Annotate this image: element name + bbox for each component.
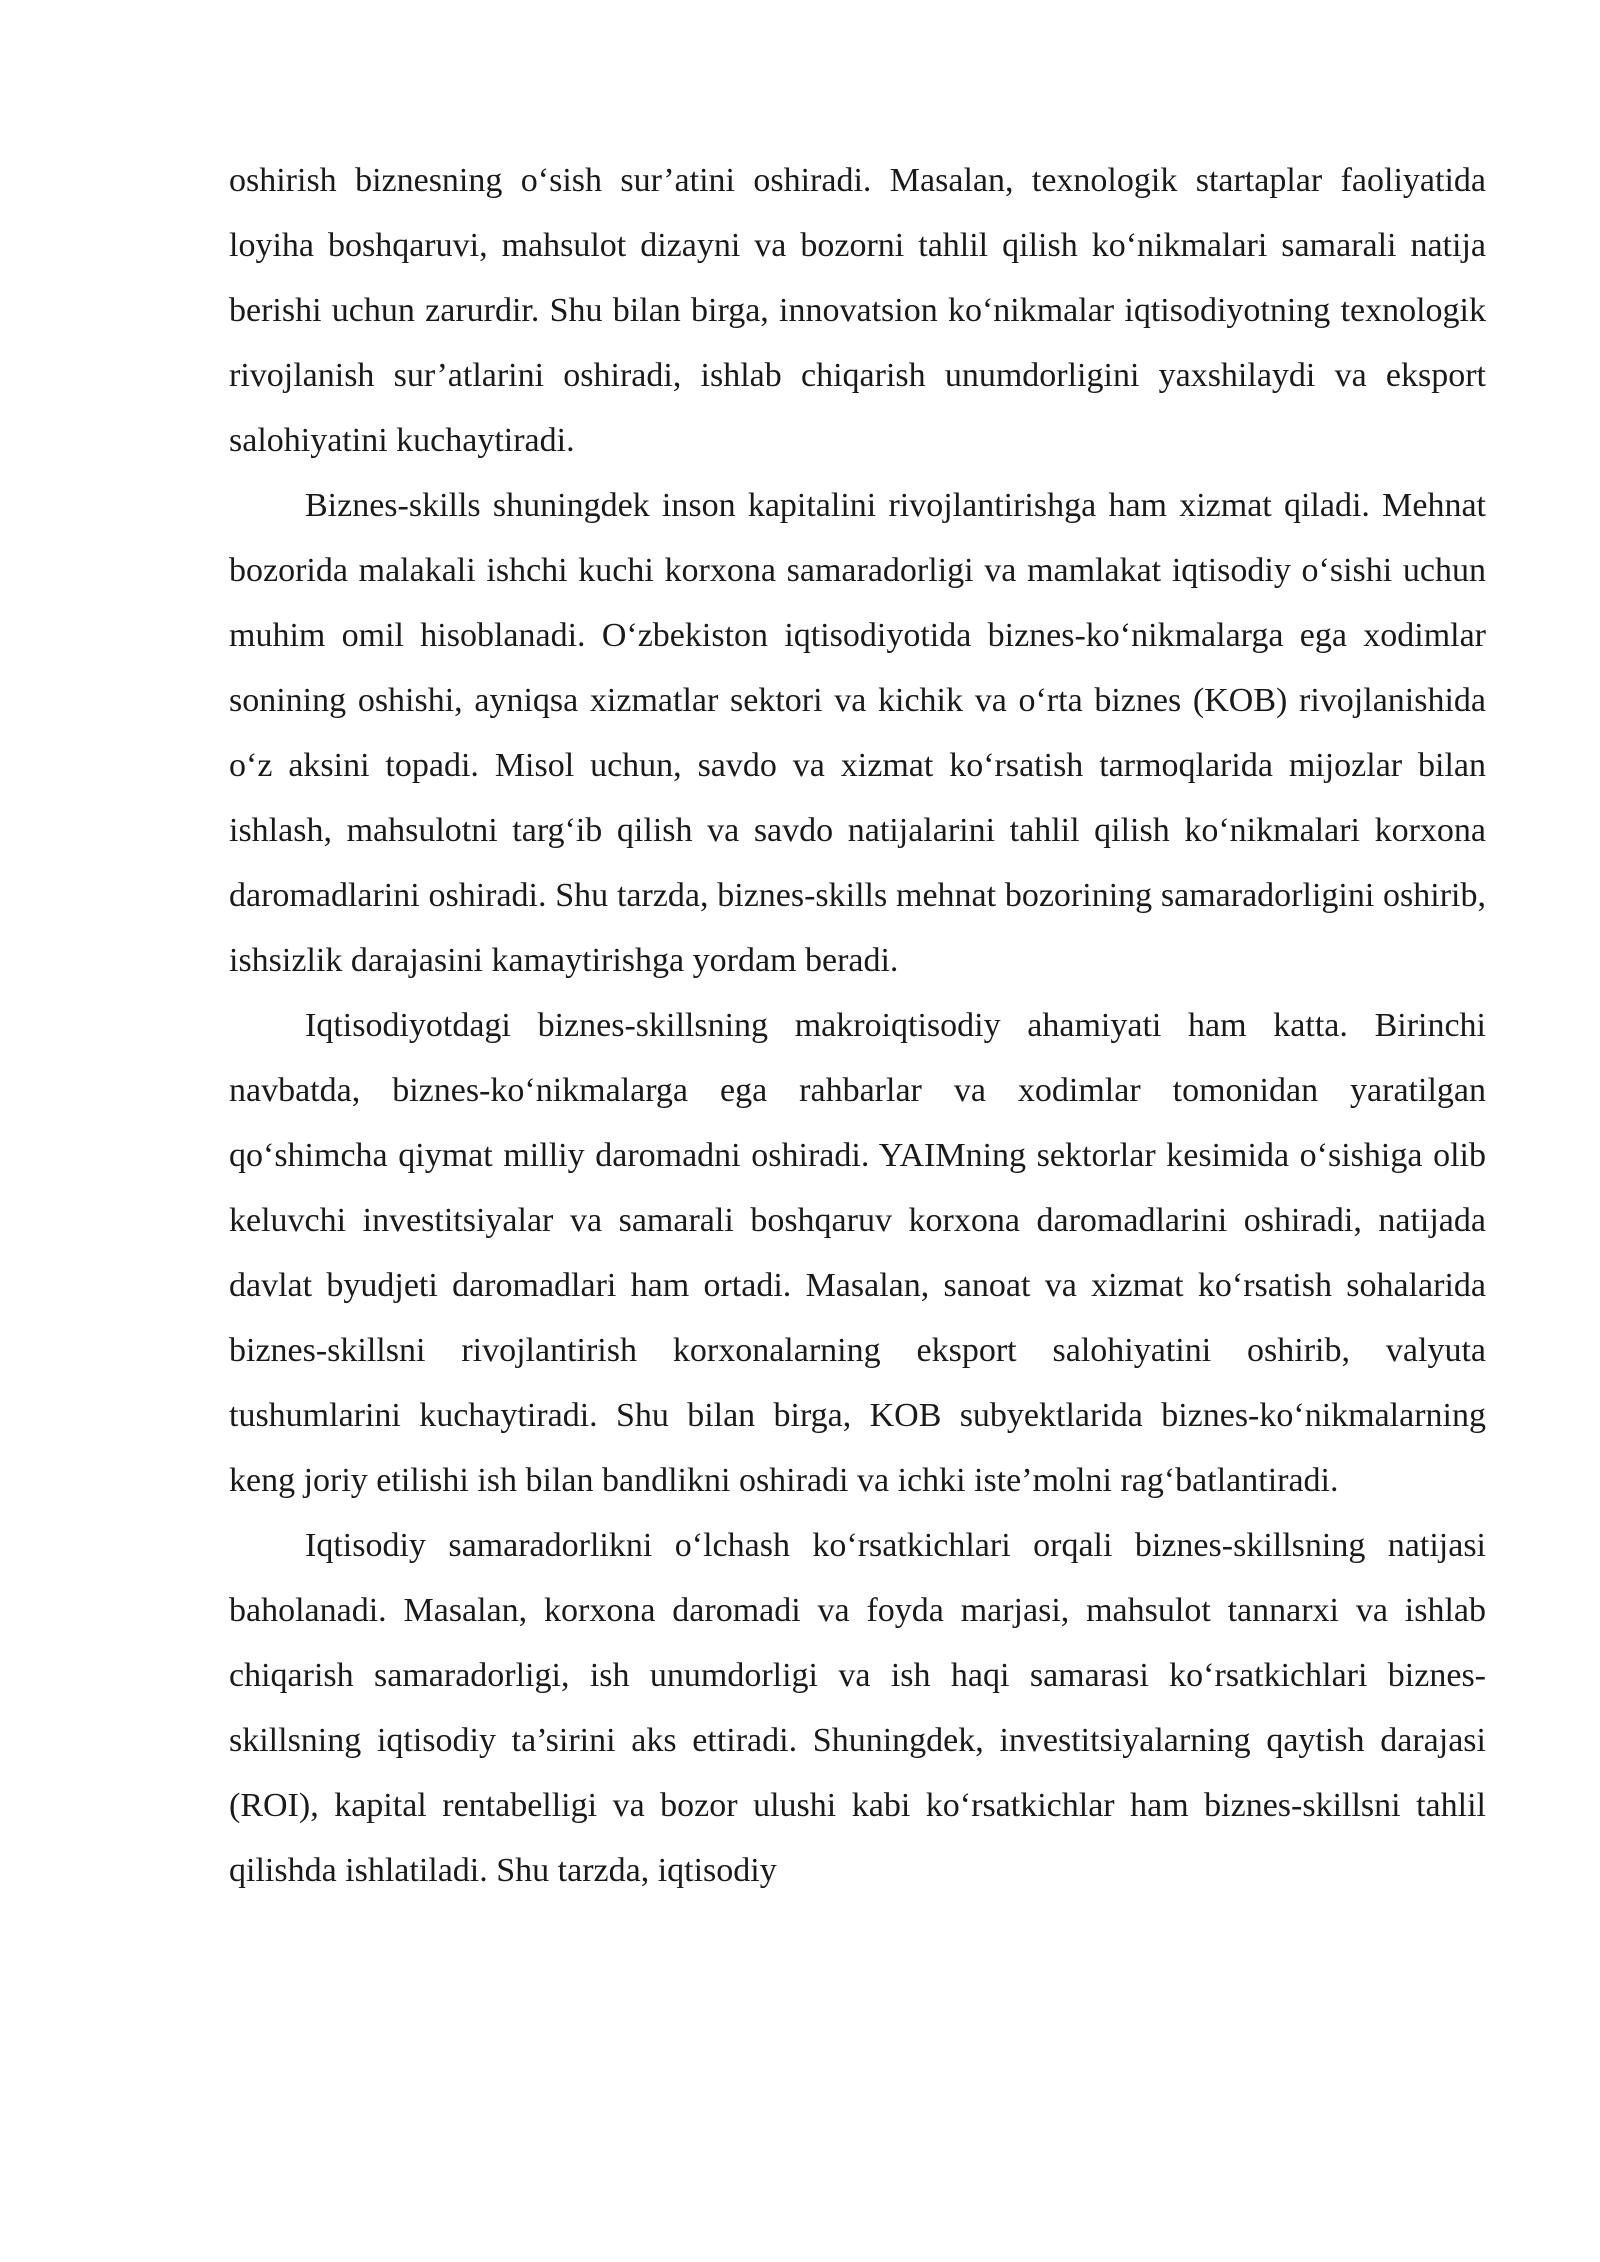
paragraph-4: Iqtisodiy samaradorlikni o‘lchash ko‘rsatkichlari orqali biznes-skillsning natijasi baholanadi. Masalan, korxona daromadi va foyda marjasi, mahsulot tannarxi va ishlab chiqarish samaradorligi, ish unumdorligi va ish haqi samarasi ko‘rsatkichlari biznes-skillsning iqtisodiy ta’sirini aks ettiradi. Shuningdek, investitsiyalarning qaytish darajasi (ROI), kapital rentabelligi va bozor ulushi kabi ko‘rsatkichlar ham biznes-skillsni tahlil qilishda ishlatiladi. Shu tarzda, iqtisodiy [229, 1527, 1486, 1889]
paragraph-2: Biznes-skills shuningdek inson kapitalini rivojlantirishga ham xizmat qiladi. Mehnat bozorida malakali ishchi kuchi korxona samaradorligi va mamlakat iqtisodiy o‘sishi uchun muhim omil hisoblanadi. O‘zbekiston iqtisodiyotida biznes-ko‘nikmalarga ega xodimlar sonining oshishi, ayniqsa xizmatlar sektori va kichik va o‘rta biznes (KOB) rivojlanishida o‘z aksini topadi. Misol uchun, savdo va xizmat ko‘rsatish tarmoqlarida mijozlar bilan ishlash, mahsulotni targ‘ib qilish va savdo natijalarini tahlil qilish ko‘nikmalari korxona daromadlarini oshiradi. Shu tarzda, biznes-skills mehnat bozorining samaradorligini oshirib, ishsizlik darajasini kamaytirishga yordam beradi. [229, 487, 1486, 979]
document-page [229, 148, 1486, 1903]
paragraph-3: Iqtisodiyotdagi biznes-skillsning makroiqtisodiy ahamiyati ham katta. Birinchi navbatda, biznes-ko‘nikmalarga ega rahbarlar va xodimlar tomonidan yaratilgan qo‘shimcha qiymat milliy daromadni oshiradi. YAIMning sektorlar kesimida o‘sishiga olib keluvchi investitsiyalar va samarali boshqaruv korxona daromadlarini oshiradi, natijada davlat byudjeti daromadlari ham ortadi. Masalan, sanoat va xizmat ko‘rsatish sohalarida biznes-skillsni rivojlantirish korxonalarning eksport salohiyatini oshirib, valyuta tushumlarini kuchaytiradi. Shu bilan birga, KOB subyektlarida biznes-ko‘nikmalarning keng joriy etilishi ish bilan bandlikni oshiradi va ichki iste’molni rag‘batlantiradi. [229, 1007, 1486, 1499]
paragraph-1: oshirish biznesning o‘sish sur’atini oshiradi. Masalan, texnologik startaplar faoliyatida loyiha boshqaruvi, mahsulot dizayni va bozorni tahlil qilish ko‘nikmalari samarali natija berishi uchun zarurdir. Shu bilan birga, innovatsion ko‘nikmalar iqtisodiyotning texnologik rivojlanish sur’atlarini oshiradi, ishlab chiqarish unumdorligini yaxshilaydi va eksport salohiyatini kuchaytiradi. [229, 162, 1486, 459]
